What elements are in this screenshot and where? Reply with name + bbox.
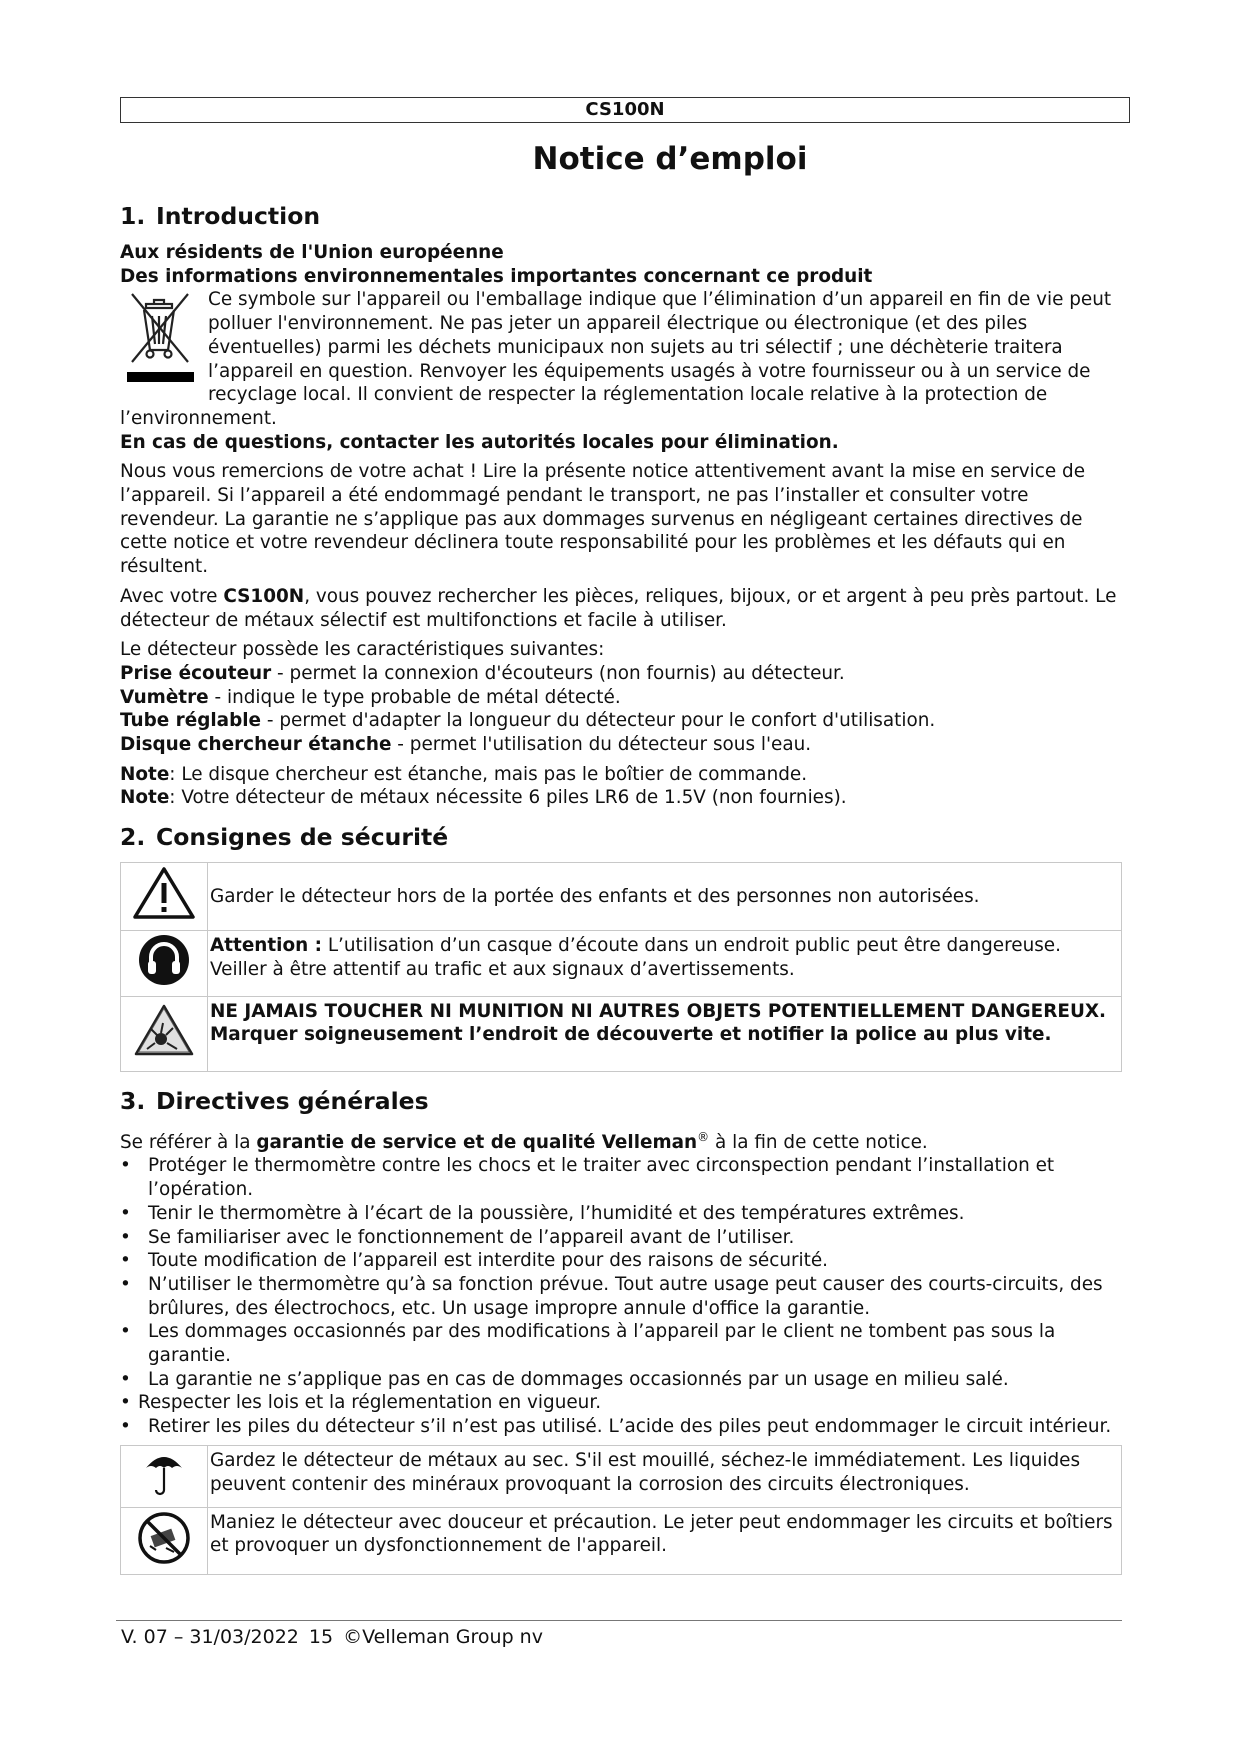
care-text: Maniez le détecteur avec douceur et précaution. Le jeter peut endommager les circuits et boîtiers et provoquer un dysfonctionnement de l'appareil.: [210, 1511, 1113, 1557]
list-item: • Toute modification de l’appareil est interdite pour des raisons de sécurité.: [120, 1249, 1130, 1273]
care-text-cell: [208, 1445, 1122, 1507]
section-1-number: 1.: [120, 202, 146, 230]
feature-item: [120, 709, 1130, 733]
section-2-heading: [120, 822, 1130, 852]
notes-list: [120, 763, 1130, 810]
footer-version: V. 07 – 31/03/2022: [121, 1626, 299, 1648]
section-3-title: Directives générales: [156, 1086, 429, 1115]
headphones-icon: [137, 933, 191, 987]
model-paragraph-model: CS100N: [223, 585, 305, 607]
header-model: CS100N: [585, 99, 665, 120]
safety-row: [121, 996, 1122, 1071]
feature-desc: - indique le type probable de métal détecté.: [208, 686, 621, 708]
safety-icon-cell: [121, 996, 208, 1071]
footer-copyright: ©Velleman Group nv: [343, 1626, 543, 1648]
safety-bold: NE JAMAIS TOUCHER NI MUNITION NI AUTRES OBJETS POTENTIELLEMENT DANGEREUX. Marquer soigneusement l’endroit de découverte et notifier la police au plus vite.: [210, 1000, 1107, 1046]
safety-text-cell: [208, 930, 1122, 996]
list-item: • Les dommages occasionnés par des modifications à l’appareil par le client ne tombent pas sous la garantie.: [120, 1320, 1130, 1367]
weee-text: Ce symbole sur l'appareil ou l'emballage indique que l’élimination d’un appareil en fin de vie peut polluer l'environnement. Ne pas jeter un appareil électrique ou électronique (et des piles éventuelles) parmi les déchets municipaux non sujets au tri sélectif ; une déchèterie traitera l’appareil en question. Renvoyer les équipements usagés à votre fournisseur ou à un service de recyclage local. Il convient de respecter la réglementation locale relative à la protection de l’environnement.: [120, 289, 1112, 429]
eu-residents-title: Aux résidents de l'Union européenne: [120, 242, 504, 263]
note-label: Note: [120, 763, 170, 785]
footer-page-number: 15: [308, 1626, 334, 1648]
list-item: • Retirer les piles du détecteur s’il n’est pas utilisé. L’acide des piles peut endommager le circuit intérieur.: [120, 1415, 1130, 1439]
feature-desc: - permet d'adapter la longueur du détecteur pour le confort d'utilisation.: [261, 710, 936, 732]
list-item: • Tenir le thermomètre à l’écart de la poussière, l’humidité et des températures extrêmes.: [120, 1202, 1130, 1226]
header-model-box: [120, 97, 1130, 123]
section-2-title: Consignes de sécurité: [156, 823, 449, 852]
list-item: • Se familiariser avec le fonctionnement de l’appareil avant de l’utiliser.: [120, 1226, 1130, 1250]
umbrella-icon: [142, 1448, 186, 1498]
manual-page: [120, 97, 1130, 1589]
feature-name: Vumètre: [120, 686, 209, 708]
care-text-cell: [208, 1507, 1122, 1575]
features-list: [120, 662, 1130, 757]
feature-item: [120, 662, 1130, 686]
safety-icon-cell: [121, 930, 208, 996]
model-paragraph-post: , vous pouvez rechercher les pièces, reliques, bijoux, or et argent à peu près partout. Le détecteur de métaux sélectif est multifonctions et facile à utiliser.: [120, 585, 1117, 631]
safety-text: L’utilisation d’un casque d’écoute dans un endroit public peut être dangereuse. Veiller à être attentif au trafic et aux signaux d’avertissements.: [210, 934, 1061, 980]
crossed-bin-icon: [120, 288, 200, 386]
section-3-heading: [120, 1086, 1130, 1116]
footer-divider: [116, 1620, 1122, 1621]
feature-item: [120, 686, 1130, 710]
safety-text-cell: [208, 863, 1122, 931]
features-intro: Le détecteur possède les caractéristiques suivantes:: [120, 639, 605, 661]
safety-text: Garder le détecteur hors de la portée des enfants et des personnes non autorisées.: [210, 886, 980, 908]
model-paragraph: [120, 585, 1130, 632]
note-text: : Votre détecteur de métaux nécessite 6 piles LR6 de 1.5V (non fournies).: [169, 787, 847, 809]
safety-bold: Attention :: [210, 934, 322, 956]
feature-item: [120, 733, 1130, 757]
feature-name: Prise écouteur: [120, 662, 272, 684]
warning-triangle-icon: [131, 865, 197, 921]
weee-block: [120, 288, 1130, 430]
list-item: • Protéger le thermomètre contre les chocs et le traiter avec circonspection pendant l’installation et l’opération.: [120, 1154, 1130, 1201]
document-title-text: Notice d’emploi: [532, 141, 808, 177]
intro-sup: ®: [697, 1129, 710, 1144]
note-text: : Le disque chercheur est étanche, mais pas le boîtier de commande.: [169, 763, 808, 785]
thanks-paragraph: Nous vous remercions de votre achat ! Lire la présente notice attentivement avant la mise en service de l’appareil. Si l’appareil a été endommagé pendant le transport, ne pas l’installer et consulter votre revendeur. La garantie ne s’applique pas aux dommages survenus en négligeant certaines directives de cette notice et votre revendeur déclinera toute responsabilité pour les problèmes et les défauts qui en résultent.: [120, 461, 1086, 578]
safety-table: [120, 862, 1122, 1071]
explosive-icon: [133, 1003, 195, 1057]
feature-name: Tube réglable: [120, 710, 262, 732]
care-table: [120, 1445, 1122, 1575]
care-text: Gardez le détecteur de métaux au sec. S'il est mouillé, séchez-le immédiatement. Les liquides peuvent contenir des minéraux provoquant la corrosion des circuits électroniques.: [210, 1449, 1081, 1495]
note-item: [120, 786, 1130, 810]
directives-list: [120, 1154, 1130, 1438]
section-1-title: Introduction: [156, 202, 321, 230]
model-paragraph-pre: Avec votre: [120, 585, 224, 607]
care-icon-cell: [121, 1507, 208, 1575]
note-item: [120, 763, 1130, 787]
care-icon-cell: [121, 1445, 208, 1507]
document-title: [120, 139, 1130, 179]
page-footer: [121, 1625, 553, 1649]
section-1-heading: [120, 201, 1130, 231]
intro-bold: garantie de service et de qualité Velleman: [256, 1131, 698, 1153]
note-label: Note: [120, 787, 170, 809]
no-throw-icon: [136, 1510, 192, 1566]
safety-row: [121, 863, 1122, 931]
safety-text-cell: [208, 996, 1122, 1071]
feature-desc: - permet la connexion d'écouteurs (non fournis) au détecteur.: [271, 662, 845, 684]
env-info-title: Des informations environnementales importantes concernant ce produit: [120, 265, 873, 287]
feature-name: Disque chercheur étanche: [120, 734, 392, 756]
intro-post: à la fin de cette notice.: [709, 1131, 928, 1153]
care-row: [121, 1507, 1122, 1575]
list-item: • Respecter les lois et la réglementation en vigueur.: [120, 1391, 1130, 1415]
list-item: • N’utiliser le thermomètre qu’à sa fonction prévue. Tout autre usage peut causer des courts-circuits, des brûlures, des électrochocs, etc. Un usage impropre annule d'office la garantie.: [120, 1273, 1130, 1320]
section-2-number: 2.: [120, 823, 146, 852]
intro-pre: Se référer à la: [120, 1131, 257, 1153]
list-item: • La garantie ne s’applique pas en cas de dommages occasionnés par un usage en milieu salé.: [120, 1368, 1130, 1392]
safety-row: [121, 930, 1122, 996]
directives-intro: [120, 1126, 1130, 1155]
safety-icon-cell: [121, 863, 208, 931]
questions-notice: En cas de questions, contacter les autorités locales pour élimination.: [120, 431, 839, 453]
feature-desc: - permet l'utilisation du détecteur sous l'eau.: [391, 734, 812, 756]
care-row: [121, 1445, 1122, 1507]
section-3-number: 3.: [120, 1086, 146, 1115]
